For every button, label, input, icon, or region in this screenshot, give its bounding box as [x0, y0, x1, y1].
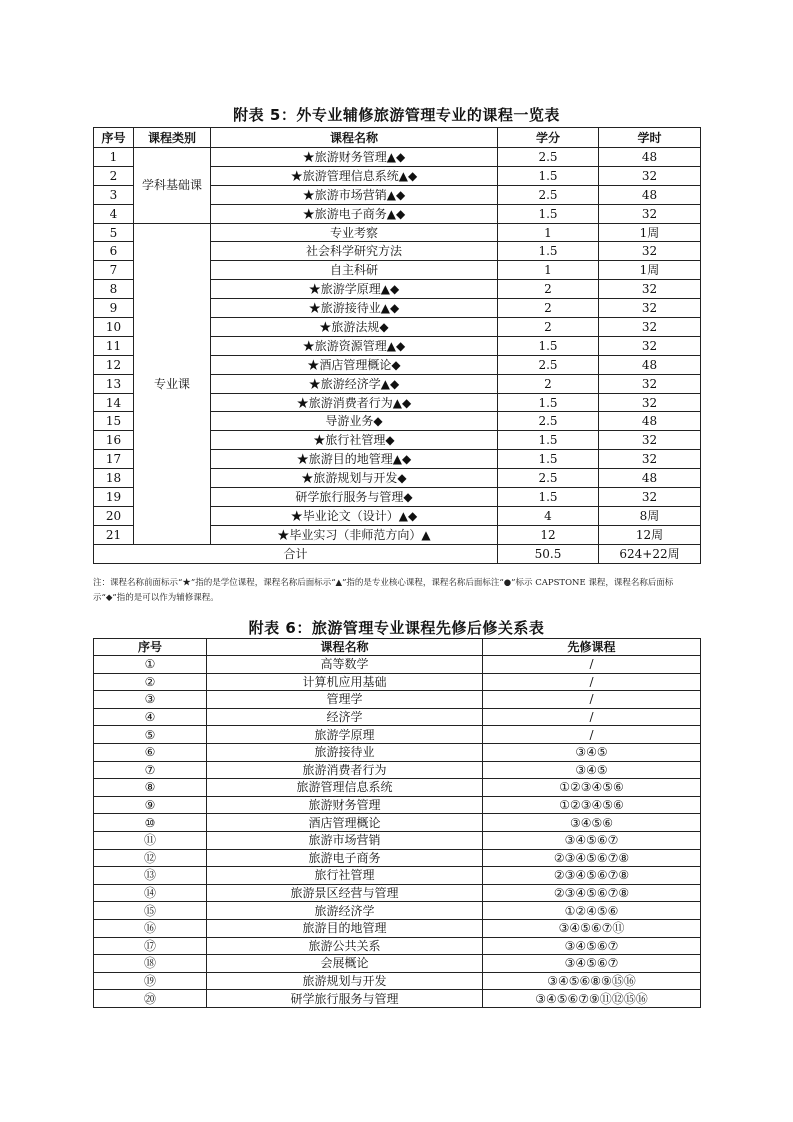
- col-header-course-name: 课程名称: [207, 639, 483, 656]
- cell-prerequisites: ③④⑤: [483, 743, 701, 761]
- cell-credits: 1: [498, 261, 599, 280]
- table-row: [94, 656, 701, 674]
- cell-course-name: ★毕业论文（设计）▲◆: [211, 506, 498, 525]
- cell-index: 4: [94, 204, 134, 223]
- cell-course-name: ★酒店管理概论◆: [211, 355, 498, 374]
- table-row: [94, 955, 701, 973]
- cell-credits: 1.5: [498, 431, 599, 450]
- cell-course-name: 旅游管理信息系统: [207, 779, 483, 797]
- cell-course-name: 研学旅行服务与管理◆: [211, 488, 498, 507]
- table5-footnote: 注：课程名称前面标示“★”指的是学位课程，课程名称后面标示“▲”指的是专业核心课程，课程名称后面标注“●”标示 CAPSTONE 课程，课程名称后面标示“◆”指的是可以作为辅修课程。: [93, 578, 674, 603]
- table-row: [94, 726, 701, 744]
- cell-course-name: 经济学: [207, 708, 483, 726]
- table-row: [94, 972, 701, 990]
- cell-hours: 12周: [599, 525, 701, 544]
- cell-index: ⑬: [94, 867, 207, 885]
- col-header-index: 序号: [94, 639, 207, 656]
- col-header-credits: 学分: [498, 128, 599, 148]
- cell-prerequisites: ③④⑤⑥: [483, 814, 701, 832]
- cell-hours: 32: [599, 374, 701, 393]
- cell-index: ⑨: [94, 796, 207, 814]
- cell-hours: 32: [599, 166, 701, 185]
- cell-credits: 2: [498, 299, 599, 318]
- cell-course-name: ★旅游管理信息系统▲◆: [211, 166, 498, 185]
- cell-credits: 1.5: [498, 488, 599, 507]
- cell-prerequisites: ③④⑤⑥⑦: [483, 831, 701, 849]
- cell-index: ②: [94, 673, 207, 691]
- total-hours: 624+22周: [599, 544, 701, 563]
- cell-credits: 2.5: [498, 185, 599, 204]
- cell-prerequisites: /: [483, 708, 701, 726]
- table-row: [94, 691, 701, 709]
- cell-hours: 8周: [599, 506, 701, 525]
- cell-index: ⑫: [94, 849, 207, 867]
- cell-index: 11: [94, 336, 134, 355]
- cell-course-name: ★旅游接待业▲◆: [211, 299, 498, 318]
- cell-prerequisites: /: [483, 691, 701, 709]
- cell-index: 1: [94, 148, 134, 167]
- cell-category: 专业课: [134, 223, 211, 544]
- table-row: [94, 708, 701, 726]
- cell-course-name: 自主科研: [211, 261, 498, 280]
- course-list-table: [93, 127, 701, 564]
- table-row: [94, 831, 701, 849]
- total-row: [94, 544, 701, 563]
- cell-course-name: 社会科学研究方法: [211, 242, 498, 261]
- cell-prerequisites: /: [483, 673, 701, 691]
- cell-prerequisites: ②③④⑤⑥⑦⑧: [483, 884, 701, 902]
- cell-index: 3: [94, 185, 134, 204]
- cell-index: 2: [94, 166, 134, 185]
- cell-course-name: 酒店管理概论: [207, 814, 483, 832]
- cell-prerequisites: ①②③④⑤⑥: [483, 796, 701, 814]
- cell-index: 21: [94, 525, 134, 544]
- cell-credits: 1.5: [498, 204, 599, 223]
- cell-index: 17: [94, 450, 134, 469]
- cell-hours: 32: [599, 204, 701, 223]
- cell-index: ⑮: [94, 902, 207, 920]
- cell-course-name: 会展概论: [207, 955, 483, 973]
- table5-title: 附表 5：外专业辅修旅游管理专业的课程一览表: [233, 106, 560, 124]
- cell-course-name: 专业考察: [211, 223, 498, 242]
- cell-hours: 32: [599, 393, 701, 412]
- cell-prerequisites: ③④⑤⑥⑦: [483, 955, 701, 973]
- cell-course-name: 旅游财务管理: [207, 796, 483, 814]
- cell-hours: 48: [599, 148, 701, 167]
- cell-index: ⑪: [94, 831, 207, 849]
- cell-prerequisites: ③④⑤: [483, 761, 701, 779]
- cell-index: ⑧: [94, 779, 207, 797]
- cell-hours: 48: [599, 469, 701, 488]
- cell-course-name: ★旅游规划与开发◆: [211, 469, 498, 488]
- cell-credits: 12: [498, 525, 599, 544]
- cell-course-name: 高等数学: [207, 656, 483, 674]
- cell-course-name: 旅行社管理: [207, 867, 483, 885]
- cell-course-name: 旅游景区经营与管理: [207, 884, 483, 902]
- col-header-hours: 学时: [599, 128, 701, 148]
- cell-index: ⑭: [94, 884, 207, 902]
- table-row: [94, 919, 701, 937]
- cell-prerequisites: ③④⑤⑥⑦⑪: [483, 919, 701, 937]
- cell-category: 学科基础课: [134, 148, 211, 224]
- cell-index: ⑳: [94, 990, 207, 1008]
- cell-course-name: 旅游目的地管理: [207, 919, 483, 937]
- cell-index: 12: [94, 355, 134, 374]
- cell-index: 20: [94, 506, 134, 525]
- table-row: [94, 849, 701, 867]
- cell-credits: 1.5: [498, 166, 599, 185]
- total-credits: 50.5: [498, 544, 599, 563]
- col-header-index: 序号: [94, 128, 134, 148]
- cell-index: ⑱: [94, 955, 207, 973]
- cell-index: ⑦: [94, 761, 207, 779]
- cell-credits: 1.5: [498, 336, 599, 355]
- cell-prerequisites: ①②④⑤⑥: [483, 902, 701, 920]
- cell-index: ③: [94, 691, 207, 709]
- table-row: [94, 779, 701, 797]
- cell-credits: 2.5: [498, 412, 599, 431]
- cell-credits: 1: [498, 223, 599, 242]
- table-row: [94, 814, 701, 832]
- cell-course-name: 研学旅行服务与管理: [207, 990, 483, 1008]
- table-row: [94, 796, 701, 814]
- cell-course-name: 旅游学原理: [207, 726, 483, 744]
- cell-hours: 48: [599, 355, 701, 374]
- cell-course-name: 旅游电子商务: [207, 849, 483, 867]
- cell-course-name: ★旅游法规◆: [211, 318, 498, 337]
- cell-course-name: ★旅游市场营销▲◆: [211, 185, 498, 204]
- table-header-row: [94, 128, 701, 148]
- cell-index: ⑤: [94, 726, 207, 744]
- cell-prerequisites: ③④⑤⑥⑦: [483, 937, 701, 955]
- cell-prerequisites: /: [483, 656, 701, 674]
- cell-index: 7: [94, 261, 134, 280]
- cell-course-name: 旅游公共关系: [207, 937, 483, 955]
- cell-course-name: 旅游市场营销: [207, 831, 483, 849]
- table6-title: 附表 6：旅游管理专业课程先修后修关系表: [248, 619, 545, 637]
- cell-course-name: ★旅游目的地管理▲◆: [211, 450, 498, 469]
- cell-course-name: 管理学: [207, 691, 483, 709]
- table-row: [94, 990, 701, 1008]
- cell-index: 10: [94, 318, 134, 337]
- cell-course-name: ★旅游经济学▲◆: [211, 374, 498, 393]
- cell-credits: 2: [498, 318, 599, 337]
- total-label: 合计: [94, 544, 498, 563]
- cell-index: 6: [94, 242, 134, 261]
- cell-index: ⑯: [94, 919, 207, 937]
- table-row: [94, 673, 701, 691]
- col-header-prerequisites: 先修课程: [483, 639, 701, 656]
- cell-prerequisites: ①②③④⑤⑥: [483, 779, 701, 797]
- cell-prerequisites: ②③④⑤⑥⑦⑧: [483, 867, 701, 885]
- table-row: [94, 761, 701, 779]
- cell-credits: 2.5: [498, 469, 599, 488]
- table-row: [94, 223, 701, 242]
- cell-index: ⑥: [94, 743, 207, 761]
- cell-index: ⑲: [94, 972, 207, 990]
- cell-index: ④: [94, 708, 207, 726]
- cell-course-name: 旅游经济学: [207, 902, 483, 920]
- cell-hours: 1周: [599, 223, 701, 242]
- cell-index: ⑰: [94, 937, 207, 955]
- cell-hours: 32: [599, 318, 701, 337]
- table-row: [94, 148, 701, 167]
- cell-course-name: 旅游接待业: [207, 743, 483, 761]
- cell-course-name: ★毕业实习（非师范方向）▲: [211, 525, 498, 544]
- table-row: [94, 867, 701, 885]
- cell-index: 8: [94, 280, 134, 299]
- cell-course-name: 旅游消费者行为: [207, 761, 483, 779]
- cell-index: 5: [94, 223, 134, 242]
- cell-index: ⑩: [94, 814, 207, 832]
- table-row: [94, 884, 701, 902]
- cell-hours: 32: [599, 488, 701, 507]
- table-row: [94, 743, 701, 761]
- cell-hours: 32: [599, 299, 701, 318]
- cell-index: 14: [94, 393, 134, 412]
- cell-index: 15: [94, 412, 134, 431]
- cell-index: 19: [94, 488, 134, 507]
- cell-course-name: 计算机应用基础: [207, 673, 483, 691]
- cell-course-name: ★旅游资源管理▲◆: [211, 336, 498, 355]
- cell-index: 13: [94, 374, 134, 393]
- cell-course-name: 导游业务◆: [211, 412, 498, 431]
- cell-index: 16: [94, 431, 134, 450]
- cell-credits: 2: [498, 280, 599, 299]
- cell-credits: 1.5: [498, 393, 599, 412]
- table-row: [94, 937, 701, 955]
- cell-prerequisites: ②③④⑤⑥⑦⑧: [483, 849, 701, 867]
- cell-index: 18: [94, 469, 134, 488]
- cell-hours: 32: [599, 242, 701, 261]
- cell-hours: 1周: [599, 261, 701, 280]
- cell-course-name: ★旅游电子商务▲◆: [211, 204, 498, 223]
- cell-prerequisites: ③④⑤⑥⑦⑨⑪⑫⑮⑯: [483, 990, 701, 1008]
- cell-prerequisites: ③④⑤⑥⑧⑨⑮⑯: [483, 972, 701, 990]
- cell-hours: 48: [599, 412, 701, 431]
- cell-course-name: ★旅游消费者行为▲◆: [211, 393, 498, 412]
- prerequisite-table: [93, 638, 701, 1008]
- col-header-category: 课程类别: [134, 128, 211, 148]
- table-header-row: [94, 639, 701, 656]
- cell-course-name: ★旅游财务管理▲◆: [211, 148, 498, 167]
- cell-hours: 48: [599, 185, 701, 204]
- cell-credits: 1.5: [498, 242, 599, 261]
- cell-course-name: ★旅游学原理▲◆: [211, 280, 498, 299]
- cell-credits: 1.5: [498, 450, 599, 469]
- table-row: [94, 902, 701, 920]
- cell-hours: 32: [599, 280, 701, 299]
- cell-credits: 2: [498, 374, 599, 393]
- cell-credits: 2.5: [498, 148, 599, 167]
- cell-hours: 32: [599, 450, 701, 469]
- cell-course-name: ★旅行社管理◆: [211, 431, 498, 450]
- cell-prerequisites: /: [483, 726, 701, 744]
- cell-credits: 2.5: [498, 355, 599, 374]
- cell-index: ①: [94, 656, 207, 674]
- cell-credits: 4: [498, 506, 599, 525]
- col-header-course-name: 课程名称: [211, 128, 498, 148]
- cell-hours: 32: [599, 431, 701, 450]
- cell-index: 9: [94, 299, 134, 318]
- cell-hours: 32: [599, 336, 701, 355]
- cell-course-name: 旅游规划与开发: [207, 972, 483, 990]
